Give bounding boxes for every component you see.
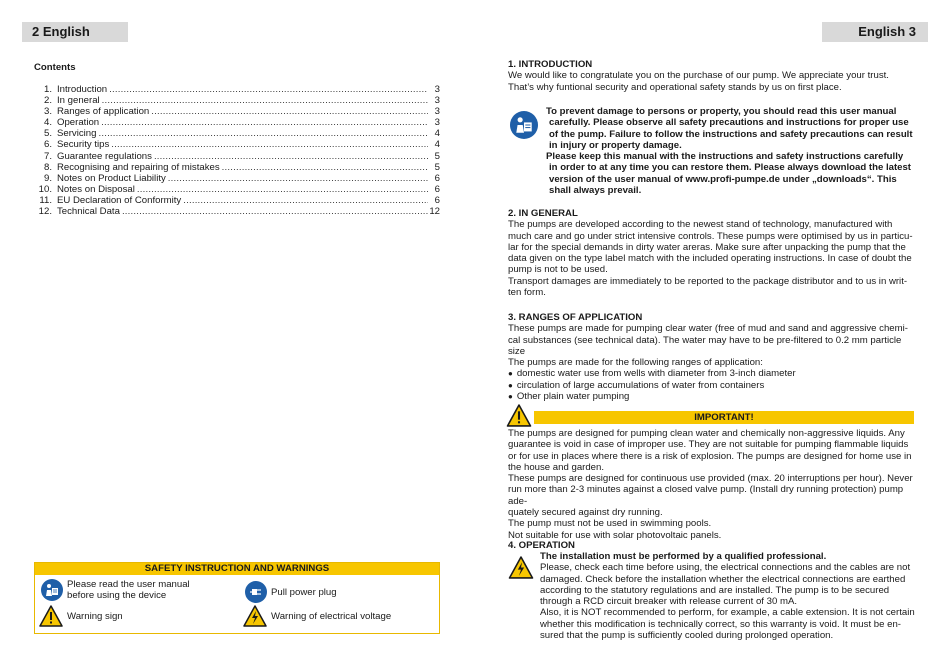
operation-line: damaged. Check before the installation whether the electrical connections are earthed bbox=[540, 573, 906, 585]
section-introduction bbox=[508, 59, 914, 93]
important-line: the house and garden. bbox=[508, 461, 605, 473]
toc-item-page: 4 bbox=[434, 139, 440, 151]
toc-item bbox=[34, 173, 440, 184]
toc-item bbox=[34, 117, 440, 128]
toc-item-number: 10. bbox=[38, 183, 52, 195]
toc-item-label: Operation bbox=[57, 117, 100, 129]
ranges-bullet bbox=[508, 380, 914, 391]
toc-item-leader bbox=[100, 95, 428, 106]
note-line: of the pump. Failure to follow the instructions and safety precautions can result bbox=[549, 128, 913, 140]
toc-item-label: Technical Data bbox=[57, 206, 120, 218]
toc-item-leader bbox=[96, 128, 428, 139]
toc-item-page: 3 bbox=[434, 106, 440, 118]
toc-item-leader bbox=[166, 173, 428, 184]
pull-plug-label: Pull power plug bbox=[271, 586, 337, 598]
toc-item bbox=[34, 139, 440, 150]
toc-item-label: Notes on Product Liability bbox=[57, 172, 166, 184]
general-line: pump is not to be used. bbox=[508, 264, 608, 276]
contents-title: Contents bbox=[34, 62, 76, 73]
toc-item-label: Notes on Disposal bbox=[57, 183, 135, 195]
toc-item-number: 12. bbox=[38, 206, 52, 218]
read-manual-icon bbox=[510, 111, 538, 139]
section-operation bbox=[508, 540, 914, 551]
toc-item bbox=[34, 84, 440, 95]
toc-item-number: 9. bbox=[43, 172, 52, 184]
electrical-label: Warning of electrical voltage bbox=[271, 610, 392, 622]
toc-item-leader bbox=[181, 195, 428, 206]
toc-item bbox=[34, 95, 440, 106]
toc-item bbox=[34, 128, 440, 139]
toc-item-number: 3. bbox=[43, 106, 52, 118]
electrical-voltage-icon bbox=[243, 605, 267, 627]
ranges-line: cal substances (see technical data). The water may have to be pre-filtered to 0.2 mm particle size bbox=[508, 334, 902, 357]
important-line: guarantee is void in case of improper use. They are not suitable for pumping flammable liquids bbox=[508, 439, 909, 451]
toc-item bbox=[34, 184, 440, 195]
toc-item-page: 3 bbox=[434, 95, 440, 107]
legend-read-manual bbox=[41, 579, 190, 601]
toc-item-page: 6 bbox=[434, 172, 440, 184]
note-line: version of the user manual of www.profi-pumpe.de under „downloads“. This bbox=[549, 173, 897, 185]
toc-item-number: 8. bbox=[43, 161, 52, 173]
toc-item-label: Security tips bbox=[57, 139, 110, 151]
toc-item-page: 6 bbox=[434, 183, 440, 195]
manual-note-icon bbox=[510, 111, 538, 139]
table-of-contents bbox=[34, 84, 440, 217]
safety-box bbox=[34, 562, 440, 634]
toc-item-label: Introduction bbox=[57, 84, 108, 95]
toc-item-page: 3 bbox=[434, 84, 440, 95]
ranges-bullet-text: domestic water use from wells with diameter from 3-inch diameter bbox=[516, 368, 796, 380]
toc-item-number: 2. bbox=[43, 95, 52, 107]
important-line: run more than 2-3 minutes against a closed valve pump. (Install dry running protection) pump ade- bbox=[508, 484, 904, 507]
operation-bold-line: The installation must be performed by a qualified professional. bbox=[540, 551, 827, 562]
warning-icon bbox=[39, 605, 63, 627]
section-important bbox=[508, 428, 914, 541]
toc-item bbox=[34, 162, 440, 173]
operation-voltage-icon bbox=[508, 556, 534, 582]
legend-pull-plug bbox=[245, 581, 337, 603]
toc-item-label: EU Declaration of Conformity bbox=[57, 194, 182, 206]
important-warning-icon bbox=[506, 404, 532, 430]
operation-line: according to the statutory regulations and are installed. The pump is to be secured bbox=[540, 584, 890, 596]
section-ranges bbox=[508, 312, 914, 402]
note-line: Please keep this manual with the instructions and safety instructions carefully bbox=[546, 151, 904, 163]
toc-item-leader bbox=[99, 117, 428, 128]
toc-item-number: 7. bbox=[43, 150, 52, 162]
toc-item-number: 6. bbox=[43, 139, 52, 151]
toc-item-leader bbox=[109, 139, 428, 150]
toc-item-leader bbox=[220, 162, 428, 173]
pull-plug-icon bbox=[245, 581, 267, 603]
warning-icon bbox=[506, 404, 532, 427]
toc-item-label: In general bbox=[57, 95, 100, 107]
legend-warning bbox=[39, 605, 123, 627]
note-line: shall always prevail. bbox=[549, 185, 642, 197]
toc-item-leader bbox=[107, 84, 428, 95]
toc-item-leader bbox=[149, 106, 428, 117]
general-line: data given on the type label match with the included operating instructions. In case of doubt the bbox=[508, 253, 912, 265]
important-line: The pumps are designed for pumping clean water and chemically non-aggressive liquids. Any bbox=[508, 428, 905, 439]
page-header-left: 2 English bbox=[22, 22, 128, 42]
toc-item-page: 3 bbox=[434, 117, 440, 129]
toc-item-page: 12 bbox=[429, 206, 440, 218]
ranges-line: The pumps are made for the following ranges of application: bbox=[508, 357, 763, 369]
read-manual-label: Please read the user manual before using the device bbox=[67, 579, 190, 601]
toc-item bbox=[34, 206, 440, 217]
ranges-line: These pumps are made for pumping clear water (free of mud and sand and aggressive chemi- bbox=[508, 323, 908, 335]
page-header-right: English 3 bbox=[822, 22, 928, 42]
operation-line: whether this modification is technically correct, so this warranty is void. It must be en- bbox=[540, 618, 901, 630]
toc-item bbox=[34, 195, 440, 206]
toc-item-leader bbox=[135, 184, 428, 195]
general-title: 2. IN GENERAL bbox=[508, 208, 578, 219]
toc-item-number: 1. bbox=[43, 84, 52, 95]
important-line: Not suitable for use with solar photovoltaic panels. bbox=[508, 529, 722, 541]
ranges-bullet-text: circulation of large accumulations of water from containers bbox=[516, 379, 765, 391]
operation-line: sured that the pump is sufficiently cooled during prolonged operation. bbox=[540, 630, 834, 642]
toc-item-label: Guarantee regulations bbox=[57, 150, 152, 162]
section-general bbox=[508, 208, 914, 298]
ranges-bullet bbox=[508, 391, 914, 402]
toc-item-page: 5 bbox=[434, 150, 440, 162]
ranges-bullet-text: Other plain water pumping bbox=[516, 391, 630, 403]
safety-title: SAFETY INSTRUCTION AND WARNINGS bbox=[35, 563, 439, 575]
toc-item bbox=[34, 151, 440, 162]
warning-label: Warning sign bbox=[67, 610, 123, 622]
important-banner: IMPORTANT! bbox=[534, 411, 914, 424]
toc-item-leader bbox=[152, 151, 428, 162]
ranges-bullet bbox=[508, 368, 914, 379]
important-line: The pump must not be used in swimming pools. bbox=[508, 518, 712, 530]
important-line: or for use in places where there is a risk of explosion. The pumps are designed for home use in bbox=[508, 450, 912, 462]
note-line: To prevent damage to persons or property, you should read this user manual bbox=[546, 106, 897, 117]
operation-line: Please, check each time before using, the electrical connections and the cables are not bbox=[540, 562, 911, 574]
general-line: lar for the special demands in dirty water areras. Make sure after unpacking the pump that the bbox=[508, 241, 906, 253]
electrical-voltage-icon bbox=[508, 556, 534, 579]
general-line: much care and go under strict intensive controls. These pumps were optimised by us in particu- bbox=[508, 230, 913, 242]
manual-note bbox=[546, 106, 918, 196]
general-line: Transport damages are immediately to be reported to the package distributor and to us in writ- bbox=[508, 275, 908, 287]
operation-line: Also, it is NOT recommended to perform, for example, a cable extension. It is not certain bbox=[540, 607, 915, 619]
legend-electrical bbox=[243, 605, 391, 627]
toc-item-number: 5. bbox=[43, 128, 52, 140]
toc-item-number: 11. bbox=[39, 194, 52, 206]
toc-item-label: Ranges of application bbox=[57, 106, 150, 118]
toc-item-leader bbox=[120, 206, 428, 217]
general-line: ten form. bbox=[508, 287, 546, 299]
ranges-title: 3. RANGES OF APPLICATION bbox=[508, 312, 643, 323]
note-line: in order to at any time you can restore them. Please always download the latest bbox=[549, 162, 912, 174]
important-line: quately secured against dry running. bbox=[508, 507, 663, 519]
general-line: The pumps are developed according to the newest stand of technology, manufactured with bbox=[508, 219, 893, 231]
toc-item-label: Servicing bbox=[57, 128, 97, 140]
toc-item-label: Recognising and repairing of mistakes bbox=[57, 161, 220, 173]
toc-item bbox=[34, 106, 440, 117]
toc-item-page: 4 bbox=[434, 128, 440, 140]
note-line: in injury or property damage. bbox=[549, 139, 682, 151]
operation-body bbox=[540, 551, 916, 641]
toc-item-number: 4. bbox=[43, 117, 52, 129]
toc-item-page: 5 bbox=[434, 161, 440, 173]
important-line: These pumps are designed for continuous use provided (max. 20 interruptions per hour). Never bbox=[508, 473, 913, 485]
operation-line: through a RCD circuit breaker with release current of 30 mA. bbox=[540, 596, 798, 608]
toc-item-page: 6 bbox=[434, 194, 440, 206]
intro-line: We would like to congratulate you on the purchase of our pump. We appreciate your trust. bbox=[508, 70, 889, 82]
intro-line: That’s why funtional security and operational safety stands by us on first place. bbox=[508, 81, 842, 93]
operation-title: 4. OPERATION bbox=[508, 540, 575, 551]
intro-title: 1. INTRODUCTION bbox=[508, 59, 593, 70]
read-manual-icon bbox=[41, 579, 63, 601]
note-line: carefully. Please observe all safety precautions and instructions for proper use bbox=[549, 117, 909, 129]
